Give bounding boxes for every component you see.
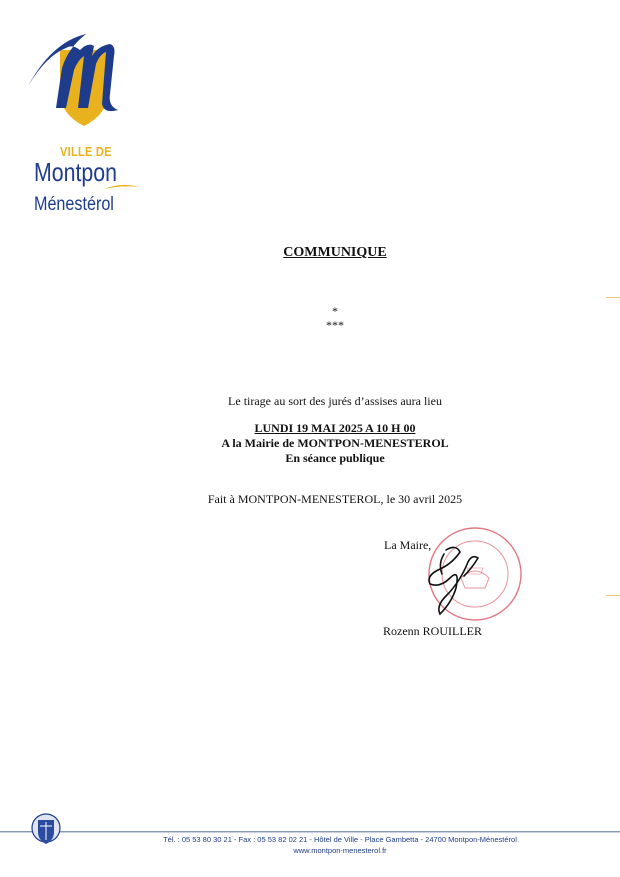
footer-website: www.montpon-menesterol.fr <box>293 846 387 855</box>
logo-ville-de: VILLE DE <box>60 144 112 159</box>
page-title: COMMUNIQUE <box>283 245 387 260</box>
event-place: A la Mairie de MONTPON-MENESTEROL <box>221 436 449 450</box>
separator-stars: *** <box>326 318 344 332</box>
edge-mark <box>606 297 620 298</box>
logo-montpon: Montpon <box>34 157 117 187</box>
event-date: LUNDI 19 MAI 2025 A 10 H 00 <box>254 421 416 435</box>
footer-divider <box>0 832 620 833</box>
logo-m-emblem-icon <box>22 22 142 147</box>
signatory-role: La Maire, <box>384 538 432 552</box>
logo-menesterol: Ménestérol <box>34 194 114 215</box>
intro-text: Le tirage au sort des jurés d’assises aura lieu <box>228 394 442 408</box>
logo-swoosh-icon <box>102 182 142 192</box>
footer-contact: Tél. : 05 53 80 30 21 - Fax : 05 53 82 02 21 - Hôtel de Ville - Place Gambetta - 24700 Montpon-Ménestérol <box>163 835 517 844</box>
city-crest-icon <box>30 810 62 850</box>
event-session: En séance publique <box>285 451 385 465</box>
separator-star: * <box>332 304 338 318</box>
city-logo <box>22 22 142 215</box>
handwritten-signature-icon <box>416 540 488 620</box>
edge-mark <box>606 595 620 596</box>
issued-at: Fait à MONTPON-MENESTEROL, le 30 avril 2025 <box>207 492 463 506</box>
signatory-name: Rozenn ROUILLER <box>383 624 482 638</box>
